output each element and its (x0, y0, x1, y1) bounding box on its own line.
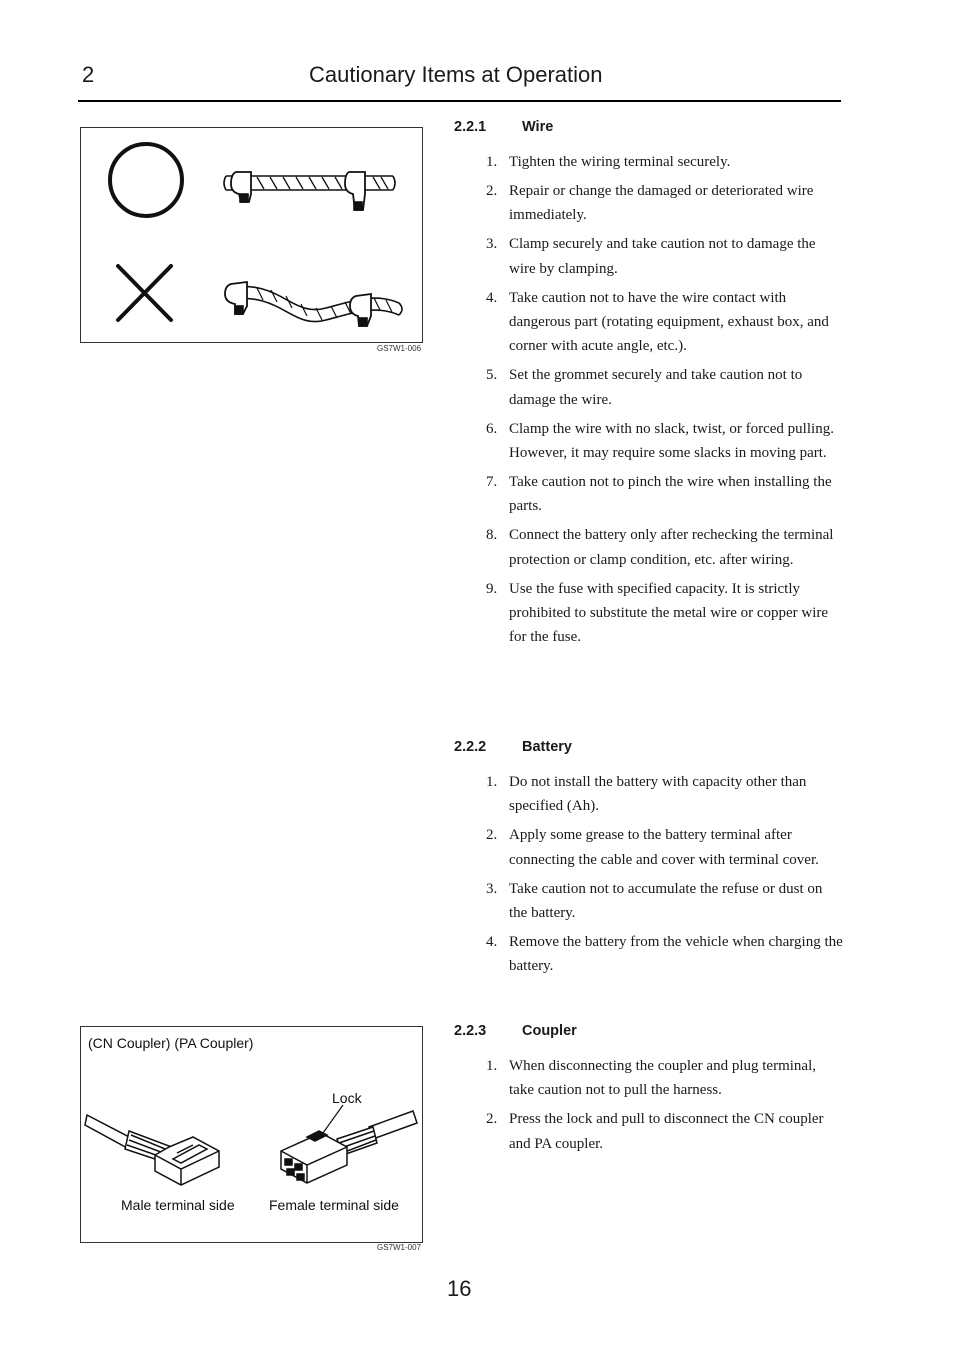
wire-clamp-figure (80, 127, 423, 343)
list-item: 2. Repair or change the damaged or deteriorated wire immediately. (486, 182, 814, 224)
section-coupler (454, 1023, 844, 1161)
female-coupler-illustration (281, 1105, 417, 1183)
list-item: 1. Do not install the battery with capacity other than specified (Ah). (486, 774, 807, 815)
lock-label: Lock (332, 1090, 362, 1106)
male-terminal-label: Male terminal side (121, 1197, 235, 1213)
circle-icon (110, 144, 182, 216)
section-number: 2.2.1 (454, 119, 487, 135)
slack-wire-illustration (225, 282, 402, 326)
list-item: 4. Remove the battery from the vehicle when charging the battery. (486, 933, 843, 975)
section-number: 2.2.3 (454, 1023, 487, 1039)
section-title: Wire (522, 119, 554, 135)
straight-wire-illustration (224, 172, 395, 210)
section-number: 2.2.2 (454, 739, 487, 755)
male-coupler-illustration (85, 1115, 219, 1185)
list-item: 3. Clamp securely and take caution not to damage the wire by clamping. (486, 236, 816, 277)
section-battery (454, 739, 844, 983)
female-terminal-label: Female terminal side (269, 1197, 399, 1213)
list-item: 6. Clamp the wire with no slack, twist, or forced pulling. However, it may require some slacks in moving part. (486, 420, 834, 461)
list-item: 3. Take caution not to accumulate the refuse or dust on the battery. (486, 880, 823, 922)
section-heading (454, 119, 844, 141)
section-title: Coupler (522, 1023, 577, 1039)
list-item: 5. Set the grommet securely and take caution not to damage the wire. (486, 367, 803, 408)
coupler-caption: (CN Coupler) (PA Coupler) (88, 1035, 254, 1051)
list-item: 4. Take caution not to have the wire contact with dangerous part (rotating equipment, exhaust box, and corner with acute angle, etc.). (486, 289, 829, 355)
list-item: 9. Use the fuse with specified capacity. It is strictly prohibited to substitute the metal wire or copper wire for the fuse. (486, 580, 829, 646)
page-header (78, 58, 841, 102)
page-number: 16 (447, 1276, 472, 1301)
coupler-list (454, 1054, 844, 1156)
chapter-number: 2 (82, 62, 95, 87)
list-item: 1. When disconnecting the coupler and plug terminal, take caution not to pull the harness. (486, 1058, 816, 1099)
list-item: 8. Connect the battery only after rechecking the terminal protection or clamp condition, etc. after wiring. (486, 527, 834, 568)
wire-list (454, 150, 844, 650)
figure-code: GS7W1-007 (377, 1243, 422, 1252)
list-item: 1. Tighten the wiring terminal securely. (486, 154, 731, 170)
coupler-figure (80, 1026, 423, 1243)
section-title: Battery (522, 739, 572, 755)
section-heading (454, 1023, 844, 1045)
list-item: 2. Apply some grease to the battery terminal after connecting the cable and cover with terminal cover. (486, 827, 819, 868)
list-item: 2. Press the lock and pull to disconnect the CN coupler and PA coupler. (486, 1111, 824, 1152)
section-heading (454, 739, 844, 761)
cross-icon (118, 266, 171, 320)
chapter-title: Cautionary Items at Operation (309, 62, 603, 87)
wire-clamp-illustration (81, 128, 422, 342)
battery-list (454, 770, 844, 979)
section-wire (454, 119, 844, 654)
coupler-illustration (81, 1027, 422, 1242)
list-item: 7. Take caution not to pinch the wire when installing the parts. (486, 473, 832, 515)
figure-code: GS7W1-006 (377, 344, 422, 353)
